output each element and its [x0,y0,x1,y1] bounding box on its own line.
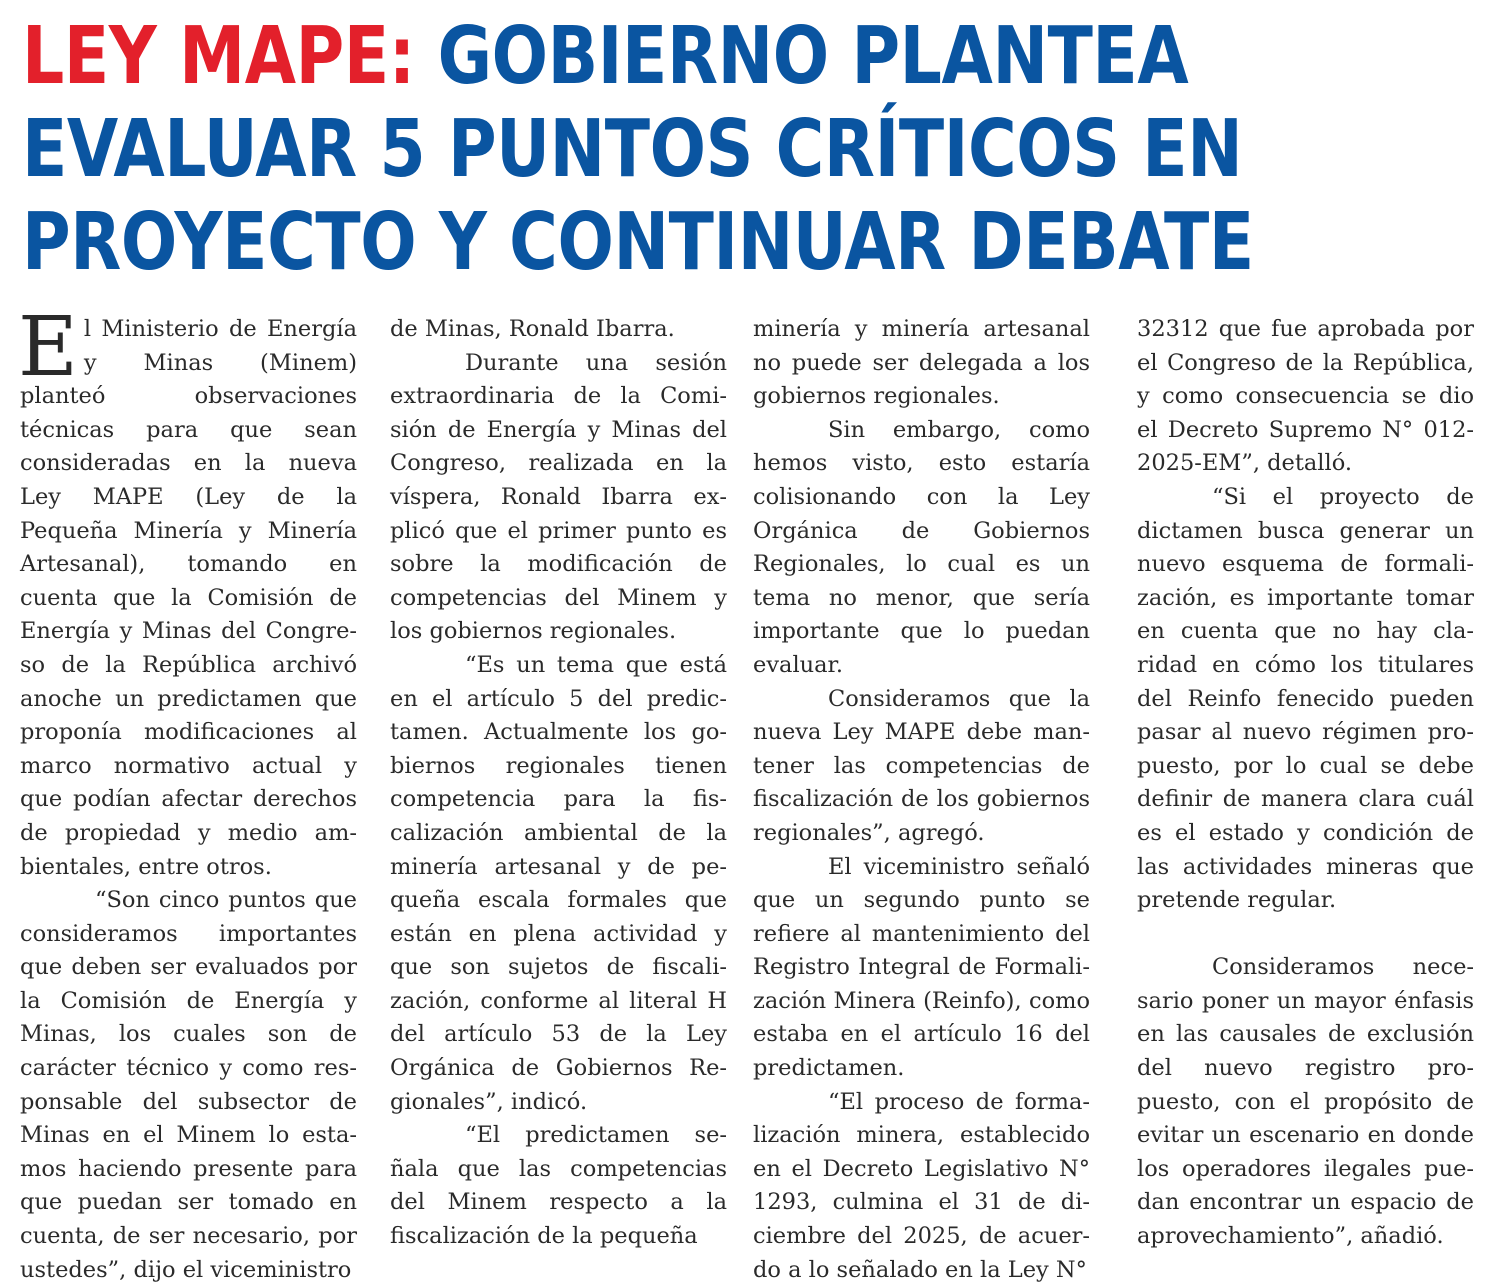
paragraph: 32312 que fue aprobada por el Congreso de la República, y como consecuencia se dio el Decreto Supremo N° 012-2025-EM”, detalló. [1137,316,1474,477]
headline-line-1 [22,10,1188,102]
drop-cap: E [18,300,78,395]
headline-line1-text: GOBIERNO PLANTEA [437,10,1189,102]
article-column-1 [18,300,357,1287]
paragraph [18,300,357,884]
paragraph: Consideramos necesario poner un mayor énfasis en las causales de exclusión del nuevo registro propuesto, con el propósito de evitar un escenario en donde los operadores ilegales puedan encontrar un espacio de aprovechamiento”, añadió. [1137,954,1474,1250]
paragraph: “Son cinco puntos que consideramos importantes que deben ser evaluados por la Comisión de Energía y Minas, los cuales son de carácter técnico y como responsable del subsector de Minas en el Minem lo estamos haciendo presente para que puedan ser tomado en cuenta, de ser necesario, por ustedes”, dijo el viceministro [20,887,357,1283]
paragraph: “El predictamen señala que las competencias del Minem respecto a la fiscalización de la pequeña [390,1122,727,1250]
paragraph: El viceministro señaló que un segundo punto se refiere al mantenimiento del Registro Integral de Formalización Minera (Reinfo), como estaba en el artículo 16 del predictamen. [753,853,1090,1082]
headline [22,10,1254,289]
paragraph: Consideramos que la nueva Ley MAPE debe mantener las competencias de fiscalización de los gobiernos regionales”, agregó. [753,685,1090,846]
paragraph: Sin embargo, como hemos visto, esto estaría colisionando con la Ley Orgánica de Gobiernos Regionales, lo cual es un tema no menor, que sería importante que lo puedan evaluar. [753,416,1090,678]
article-column-4 [1137,313,1474,1254]
paragraph: “Si el proyecto de dictamen busca generar un nuevo esquema de formalización, es importante tomar en cuenta que no hay claridad en cómo los titulares del Reinfo fenecido pueden pasar al nuevo régimen propuesto, por lo cual se debe definir de manera clara cuál es el estado y condición de las actividades mineras que pretende regular. [1137,483,1474,914]
headline-line-3: PROYECTO Y CONTINUAR DEBATE [22,196,1254,288]
headline-kicker: LEY MAPE: [22,10,415,102]
paragraph: Durante una sesión extraordinaria de la Comisión de Energía y Minas del Congreso, realizada en la víspera, Ronald Ibarra explicó que el primer punto es sobre la modificación de competencias del Minem y los gobiernos regionales. [390,349,727,645]
paragraph-text: l Ministerio de Energía y Minas (Minem) planteó observaciones técnicas para que sean consideradas en la nueva Ley MAPE (Ley de la Pequeña Minería y Minería Artesanal), tomando en cuenta que la Comisión de Energía y Minas del Congreso de la República archivó anoche un predictamen que proponía modificaciones al marco normativo actual y que podían afectar derechos de propiedad y medio ambientales, entre otros. [20,316,357,880]
paragraph: “El proceso de formalización minera, establecido en el Decreto Legislativo N° 1293, culmina el 31 de diciembre del 2025, de acuerdo a lo señalado en la Ley N° [753,1088,1090,1283]
headline-line-2: EVALUAR 5 PUNTOS CRÍTICOS EN [22,103,1243,195]
article-column-3 [753,313,1090,1287]
paragraph: “Es un tema que está en el artículo 5 del predictamen. Actualmente los gobiernos regionales tienen competencia para la fiscalización ambiental de la minería artesanal y de pequeña escala formales que están en plena actividad y que son sujetos de fiscalización, conforme al literal H del artículo 53 de la Ley Orgánica de Gobiernos Regionales”, indicó. [390,651,727,1115]
paragraph: de Minas, Ronald Ibarra. [390,316,675,342]
article-column-2 [390,313,727,1254]
paragraph: minería y minería artesanal no puede ser delegada a los gobiernos regionales. [753,316,1090,410]
